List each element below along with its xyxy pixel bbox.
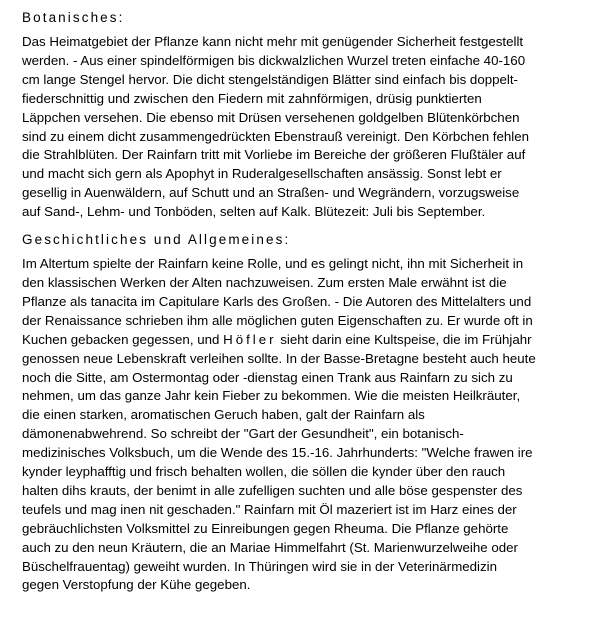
text-segment: sieht darin eine Kultspeise, die im Frühjahr — [276, 331, 532, 347]
text-line: gegen Verstopfung der Kühe gegeben. — [22, 577, 251, 593]
text-line: dämonenabwehrend. So schreibt der "Gart der Gesundheit", ein botanisch- — [22, 426, 464, 442]
text-line: Läppchen versehen. Die ebenso mit Drüsen versehenen goldgelben Blütenkörbchen — [22, 109, 520, 125]
text-line: die Strahlblüten. Der Rainfarn tritt mit Vorliebe im Bereiche der größeren Flußtäler auf — [22, 147, 526, 163]
text-line: Pflanze als tanacita im Capitulare Karls des Großen. - Die Autoren des Mittelalters und — [22, 293, 532, 309]
paragraph-geschichtliches — [22, 255, 579, 595]
text-line: den klassischen Werken der Alten nachzuweisen. Zum ersten Male erwähnt ist die — [22, 274, 507, 290]
paragraph-botanisches — [22, 33, 579, 222]
text-line: die einen starken, aromatischen Geruch haben, galt der Rainfarn als — [22, 407, 425, 423]
section-botanisches — [22, 10, 579, 222]
section-heading-botanisches: Botanisches: — [22, 10, 125, 25]
text-line: kynder leyphafftig und frisch behalten wollen, die söllen die kynder über den rauch — [22, 464, 506, 480]
text-line: genossen neue Lebenskraft verleihen sollte. In der Basse-Bretagne besteht auch heute — [22, 350, 536, 366]
section-heading-geschichtliches: Geschichtliches und Allgemeines: — [22, 232, 291, 248]
text-line: auch zu den neun Kräutern, die an Mariae Himmelfahrt (St. Marienwurzelweihe oder — [22, 539, 518, 555]
text-line: auf Sand-, Lehm- und Tonböden, selten auf Kalk. Blütezeit: Juli bis September. — [22, 204, 486, 220]
text-line: nehmen, um das ganze Jahr kein Fieber zu bekommen. Wie die meisten Heilkräuter, — [22, 388, 521, 404]
text-line: werden. - Aus einer spindelförmigen bis dickwalzlichen Wurzel treten einfache 40-160 — [22, 52, 526, 68]
text-line-hoefler — [22, 331, 579, 350]
text-line: Büschelfrauentag) geweiht wurden. In Thüringen wird sie in der Veterinärmedizin — [22, 558, 498, 574]
text-line: medizinisches Volksbuch, um die Wende des 15.-16. Jahrhunderts: "Welche frawen ire — [22, 445, 533, 461]
section-geschichtliches — [22, 232, 579, 595]
author-name-hoefler: Höfler — [223, 331, 277, 347]
text-line: sind zu einem dicht zusammengedrückten Ebenstrauß vereinigt. Den Körbchen fehlen — [22, 128, 530, 144]
text-line: noch die Sitte, am Ostermontag oder -dienstag einen Trank aus Rainfarn zu sich zu — [22, 369, 513, 385]
text-line: fiederschnittig und zwischen den Fiedern mit zahnförmigen, drüsig punktierten — [22, 90, 482, 106]
text-line: gesellig in Auenwäldern, auf Schutt und an Straßen- und Wegrändern, vorzugsweise — [22, 185, 520, 201]
text-line: Im Altertum spielte der Rainfarn keine Rolle, und es gelingt nicht, ihn mit Sicherheit in — [22, 256, 524, 272]
text-line: der Renaissance schrieben ihm alle möglichen guten Eigenschaften zu. Er wurde oft in — [22, 312, 533, 328]
text-line: cm lange Stengel hervor. Die dicht stengelständigen Blätter sind einfach bis doppelt- — [22, 71, 518, 87]
text-line: Das Heimatgebiet der Pflanze kann nicht mehr mit genügender Sicherheit festgestellt — [22, 34, 524, 49]
text-line: teufels und mag inen nit geschaden." Rainfarn mit Öl mazeriert ist im Harz eines der — [22, 501, 517, 517]
text-line: und macht sich gern als Apophyt in Ruderalgesellschaften ansässig. Sonst lebt er — [22, 166, 502, 182]
text-line: halten dihs krauts, der benimt in alle zufelligen suchten und alle böse gespenster des — [22, 482, 523, 498]
text-segment: Kuchen gebacken gegessen, und — [22, 331, 224, 347]
text-line: gebräuchlichsten Volksmittel zu Einreibungen gegen Rheuma. Die Pflanze gehörte — [22, 520, 509, 536]
